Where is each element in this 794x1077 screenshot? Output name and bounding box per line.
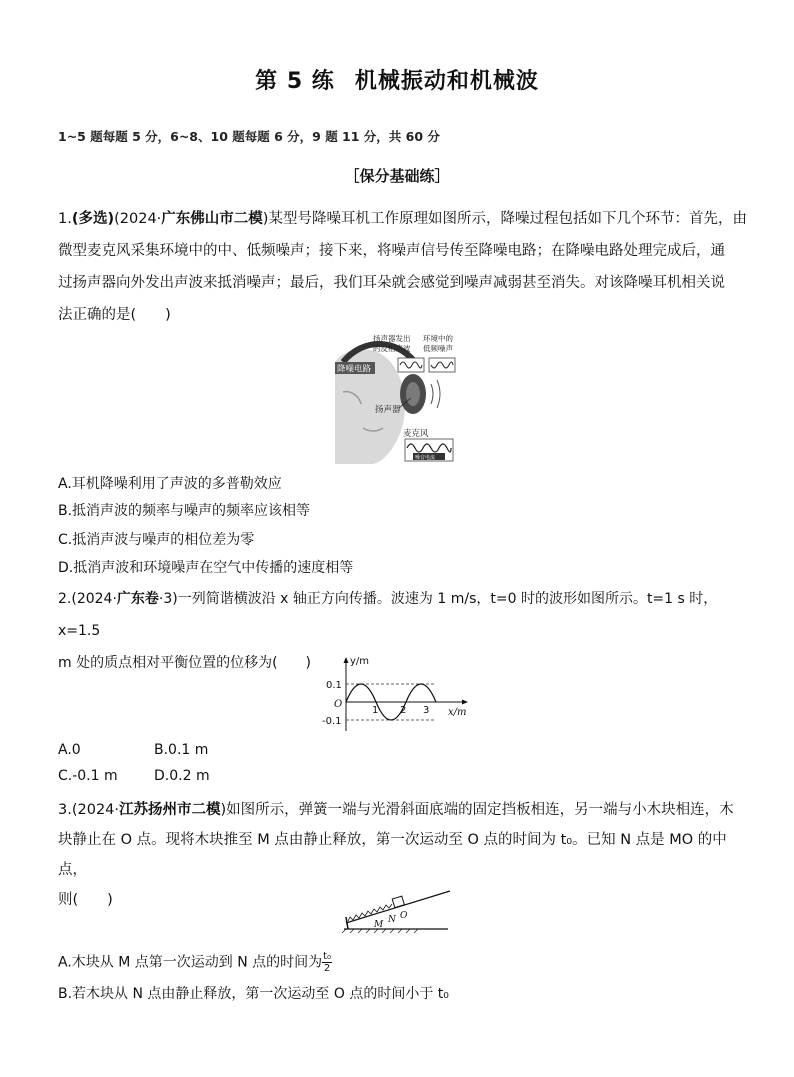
anti-wave-box <box>398 358 424 372</box>
headphone-illustration <box>333 332 465 464</box>
point-n: N <box>388 915 396 925</box>
q2-option-a[interactable]: A.0 <box>58 742 81 758</box>
q3-text-1: )如图所示，弹簧一端与光滑斜面底端的固定挡板相连，另一端与小木块相连，木 <box>220 802 734 818</box>
title-number: 第 5 练 <box>255 69 335 94</box>
speaker-label: 扬声器 <box>375 405 401 415</box>
y-axis-label: y/m <box>350 656 370 667</box>
env-wave-box <box>429 358 455 372</box>
fraction-numerator: t₀ <box>323 951 332 962</box>
q2-line-1 <box>58 583 748 647</box>
env-noise-label-2: 低频噪声 <box>423 344 453 353</box>
q2-line-2: m 处的质点相对平衡位置的位移为( ) <box>58 655 312 671</box>
q1-line-2: 微型麦克风采集环境中的中、低频噪声；接下来，将噪声信号传至降噪电路；在降噪电路处理完成后，通 <box>58 243 725 259</box>
q2-text-1: ·3)一列简谐横波沿 x 轴正方向传播。波速为 1 m/s，t=0 时的波形如图所示。t=1 s 时，x=1.5 <box>58 591 718 639</box>
q1-option-d[interactable]: D.抵消声波和环境噪声在空气中传播的速度相等 <box>58 560 354 576</box>
q2-source: 广东卷 <box>116 591 159 607</box>
q3-source: 江苏扬州市二模 <box>119 802 221 818</box>
barrier <box>346 917 348 929</box>
spring <box>348 904 392 921</box>
incline-svg <box>340 887 452 935</box>
mic-label: 麦克风 <box>403 429 429 439</box>
q3-option-b[interactable]: B.若木块从 N 点由静止释放，第一次运动至 O 点的时间小于 t₀ <box>58 986 449 1002</box>
q3-option-a-text: A.木块从 M 点第一次运动到 N 点的时间为 <box>58 954 323 971</box>
noise-current-label: 噪音电流 <box>415 455 436 461</box>
q1-source: 广东佛山市二模 <box>161 211 263 227</box>
q2-number: 2.(2024· <box>58 591 117 607</box>
q3-line-1 <box>58 795 748 825</box>
y-tick-pos: 0.1 <box>326 680 342 691</box>
title-text: 机械振动和机械波 <box>354 69 539 94</box>
anti-wave-label-2: 的反相声波 <box>373 344 411 353</box>
anti-wave-label-1: 扬声器发出 <box>373 334 411 343</box>
section-heading: ［保分基础练］ <box>344 167 450 185</box>
q3-option-a[interactable] <box>58 951 332 974</box>
q3-number: 3.(2024· <box>58 802 120 818</box>
question-1-stem <box>58 203 748 331</box>
y-tick-neg: -0.1 <box>322 716 342 727</box>
point-m: M <box>374 920 384 930</box>
q1-number: 1. <box>58 211 72 227</box>
q3-line-3: 则( ) <box>58 892 113 908</box>
headphone-figure <box>333 332 465 464</box>
fraction-t0-over-2 <box>322 951 332 974</box>
incline-figure <box>340 887 452 935</box>
q1-tag: (多选) <box>71 211 115 227</box>
q1-line-3: 过扬声器向外发出声波来抵消噪声；最后，我们耳朵就会感觉到噪声减弱甚至消失。对该降噪耳机相关说 <box>58 275 725 291</box>
q1-option-a[interactable]: A.耳机降噪利用了声波的多普勒效应 <box>58 476 282 492</box>
q1-option-c[interactable]: C.抵消声波与噪声的相位差为零 <box>58 532 255 548</box>
q1-line-1 <box>58 203 748 235</box>
q2-option-d[interactable]: D.0.2 m <box>154 768 210 784</box>
q1-option-b[interactable]: B.抵消声波的频率与噪声的频率应该相等 <box>58 503 311 519</box>
env-noise-label-1: 环境中的 <box>423 334 453 343</box>
q1-source-open: (2024· <box>114 211 162 227</box>
origin-label: O <box>334 699 343 710</box>
q1-line-4: 法正确的是( ) <box>58 307 171 323</box>
x-tick-1: 1 <box>372 705 379 716</box>
x-tick-3: 3 <box>423 705 430 716</box>
page-title <box>0 64 794 95</box>
wave-graph-svg <box>322 655 472 735</box>
wave-graph <box>322 655 472 735</box>
scoring-info: 1~5 题每题 5 分，6~8、10 题每题 6 分，9 题 11 分，共 60 分 <box>58 129 440 144</box>
q2-option-b[interactable]: B.0.1 m <box>154 742 209 758</box>
circuit-label: 降噪电路 <box>337 364 372 375</box>
fraction-denominator: 2 <box>323 963 331 974</box>
q3-line-2: 块静止在 O 点。现将木块推至 M 点由静止释放，第一次运动至 O 点的时间为 t₀。已知 N 点是 MO 的中点， <box>58 832 727 878</box>
q1-source-close: ) <box>262 211 269 227</box>
q2-option-c[interactable]: C.-0.1 m <box>58 768 118 784</box>
point-o: O <box>400 911 408 921</box>
x-tick-2: 2 <box>400 705 407 716</box>
x-axis-label: x/m <box>448 707 467 718</box>
q1-text-1: 某型号降噪耳机工作原理如图所示，降噪过程包括如下几个环节：首先，由 <box>268 211 747 227</box>
